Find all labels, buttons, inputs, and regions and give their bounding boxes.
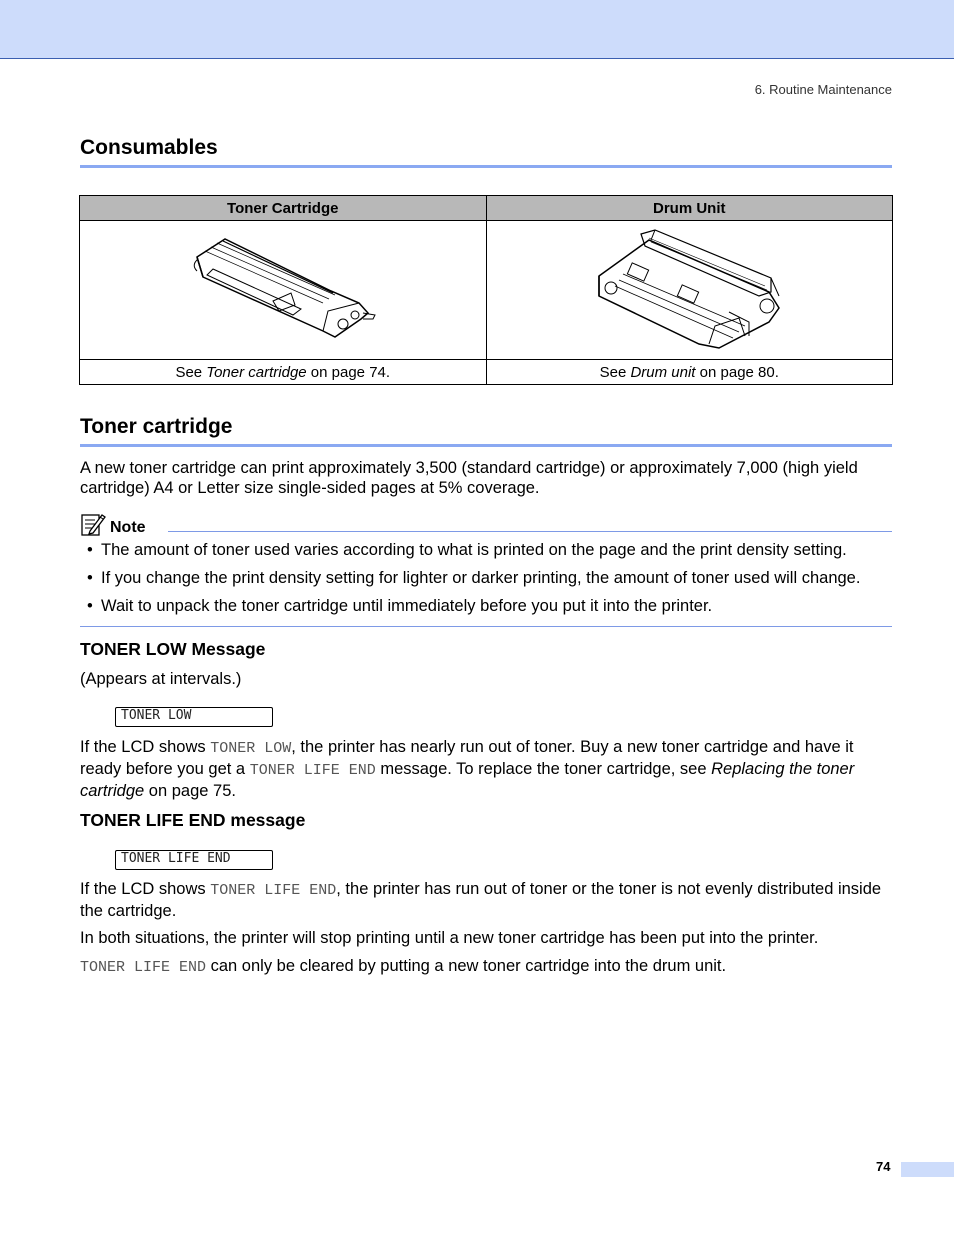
toner-end-paragraph-2: In both situations, the printer will stop printing until a new toner cartridge has been put into the printer. (80, 929, 819, 947)
toner-cartridge-illustration (183, 231, 383, 346)
consumables-table (79, 195, 893, 385)
toner-low-paragraph (80, 737, 895, 801)
list-item: • If you change the print density setting for lighter or darker printing, the amount of toner used will change. (87, 569, 861, 587)
note-divider (168, 531, 892, 532)
note-label: Note (110, 519, 146, 536)
note-end-divider (80, 626, 892, 627)
page-tab (901, 1162, 954, 1177)
body-text: , the printer has nearly run out of toner. Buy a new toner cartridge and have it ready before you get a (80, 738, 854, 778)
drum-image-cell (486, 221, 893, 360)
lcd-code: TONER LIFE END (249, 762, 376, 779)
col-header-toner: Toner Cartridge (80, 196, 487, 221)
note-text: If you change the print density setting for lighter or darker printing, the amount of toner used will change. (101, 569, 861, 587)
list-item: • The amount of toner used varies according to what is printed on the page and the print density setting. (87, 541, 847, 559)
note-list (80, 540, 894, 624)
lcd-code: TONER LOW (210, 740, 292, 757)
caption-text: See (175, 363, 207, 381)
caption-text: See (599, 363, 631, 381)
drum-unit-illustration (589, 226, 789, 351)
lcd-display-toner-life-end: TONER LIFE END (115, 850, 273, 870)
toner-end-paragraph-1 (80, 879, 895, 921)
toner-life-end-heading: TONER LIFE END message (80, 810, 306, 830)
toner-low-heading: TONER LOW Message (80, 639, 266, 659)
body-text: , the printer has run out of toner or the toner is not evenly distributed inside the cartridge. (80, 880, 882, 920)
body-text: If the LCD shows (80, 738, 211, 756)
toner-cartridge-heading: Toner cartridge (80, 415, 233, 438)
heading-rule (80, 165, 892, 168)
chapter-header: 6. Routine Maintenance (754, 82, 892, 97)
toner-image-cell (80, 221, 487, 360)
body-text: If the LCD shows (80, 880, 211, 898)
drum-caption (486, 360, 893, 385)
page-number: 74 (876, 1159, 891, 1174)
body-text: message. To replace the toner cartridge, see (375, 760, 712, 778)
body-text: on page 75. (144, 782, 236, 800)
toner-end-paragraph-3 (80, 956, 895, 978)
drum-unit-link[interactable]: Drum unit (630, 363, 696, 381)
note-pencil-icon (80, 511, 106, 537)
toner-low-subtitle: (Appears at intervals.) (80, 670, 242, 688)
list-item: • Wait to unpack the toner cartridge until immediately before you put it into the printer. (87, 597, 713, 615)
toner-cartridge-link[interactable]: Toner cartridge (206, 363, 307, 381)
toner-intro-paragraph: A new toner cartridge can print approximately 3,500 (standard cartridge) or approximately 7,000 (high yield cartridge) A4 or Letter size single-sided pages at 5% coverage. (80, 459, 858, 497)
note-text: The amount of toner used varies according to what is printed on the page and the print density setting. (101, 541, 847, 559)
toner-caption (80, 360, 487, 385)
caption-text: on page 80. (695, 363, 779, 381)
top-band (0, 0, 954, 59)
consumables-heading: Consumables (80, 136, 218, 159)
replacing-toner-link[interactable]: Replacing the toner cartridge (80, 760, 855, 800)
caption-text: on page 74. (306, 363, 391, 381)
note-header (80, 511, 146, 537)
lcd-code: TONER LIFE END (80, 959, 207, 976)
col-header-drum: Drum Unit (486, 196, 893, 221)
lcd-code: TONER LIFE END (210, 882, 337, 899)
lcd-display-toner-low: TONER LOW (115, 707, 273, 727)
heading-rule (80, 444, 892, 447)
note-text: Wait to unpack the toner cartridge until immediately before you put it into the printer. (101, 597, 713, 615)
body-text: can only be cleared by putting a new toner cartridge into the drum unit. (206, 957, 727, 975)
